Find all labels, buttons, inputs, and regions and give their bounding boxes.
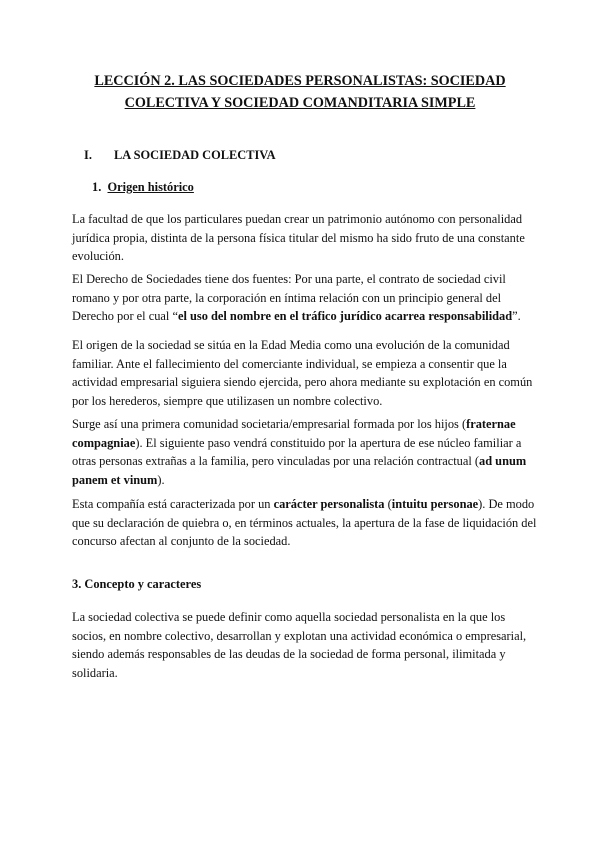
subsection-number: 1.: [92, 180, 102, 194]
paragraph-line: La facultad de que los particulares puedan crear un patrimonio autónomo con personalidad: [72, 212, 523, 226]
subsection-label: Origen histórico: [107, 180, 194, 194]
bold-term: intuitu personae: [391, 497, 479, 511]
paragraph-line: evolución.: [72, 249, 124, 264]
paragraph-line: [72, 471, 532, 490]
paragraph-line: jurídica propia, distinta de la persona física titular del mismo ha sido fruto de una constante: [72, 230, 525, 245]
paragraph-2: [72, 270, 532, 326]
title-line-1: LECCIÓN 2. LAS SOCIEDADES PERSONALISTAS: SOCIEDAD: [94, 73, 506, 89]
paragraph-line: que su declaración de quiebra o, en términos actuales, la apertura de la fase de liquidación del: [72, 515, 537, 530]
paragraph-line: familiar. Ante el fallecimiento del comerciante individual, se empieza a consentir que la: [72, 356, 507, 371]
paragraph-line: solidaria.: [72, 665, 118, 680]
paragraph-6: [72, 608, 532, 682]
paragraph-3: [72, 336, 532, 410]
subsection-heading-1: [92, 180, 194, 195]
text-run: Derecho por el cual “: [72, 309, 178, 324]
subsection-heading-3: 3. Concepto y caracteres: [72, 577, 202, 591]
paragraph-line: concurso afectan al conjunto de la sociedad.: [72, 534, 291, 549]
paragraph-line: siendo además responsables de las deudas de la sociedad de forma personal, ilimitada y: [72, 647, 506, 662]
text-run: ). De modo: [478, 497, 535, 511]
paragraph-line: romano y por otra parte, la corporación en íntima relación con un principio general del: [72, 290, 502, 305]
text-run: (: [384, 497, 392, 511]
text-run: Surge así una primera comunidad societaria/empresarial formada por los hijos (: [72, 417, 467, 431]
section-number: I.: [84, 148, 92, 162]
text-run: ).: [157, 472, 165, 487]
paragraph-line: [72, 452, 532, 471]
section-label: LA SOCIEDAD COLECTIVA: [114, 148, 276, 162]
bold-term: compagniae: [72, 435, 136, 450]
paragraph-line: [72, 434, 532, 453]
bold-term: carácter personalista: [273, 497, 385, 511]
title-line-2: COLECTIVA Y SOCIEDAD COMANDITARIA SIMPLE: [124, 95, 476, 111]
paragraph-line: por los herederos, siempre que utilizasen un nombre colectivo.: [72, 393, 383, 408]
bold-term: ad unum: [479, 454, 527, 469]
paragraph-line: La sociedad colectiva se puede definir como aquella sociedad personalista en la que los: [72, 610, 506, 624]
text-run: Esta compañía está caracterizada por un: [72, 497, 274, 511]
paragraph-4: [72, 415, 532, 489]
bold-term: fraternae: [466, 417, 516, 431]
text-run: ”.: [512, 309, 521, 324]
bold-quote: el uso del nombre en el tráfico jurídico acarrea responsabilidad: [177, 309, 513, 324]
document-title: [60, 70, 540, 114]
paragraph-line: actividad empresarial siguiera siendo ejercida, pero ahora mediante su explotación en común: [72, 375, 533, 390]
paragraph-line: [72, 415, 532, 434]
paragraph-line: socios, en nombre colectivo, desarrollan y explotan una actividad económica o empresarial,: [72, 628, 527, 643]
text-run: otras personas extrañas a la familia, pero vinculadas por una relación contractual (: [72, 454, 479, 469]
paragraph-line: El origen de la sociedad se sitúa en la Edad Media como una evolución de la comunidad: [72, 338, 510, 352]
section-heading-1: [84, 148, 276, 163]
paragraph-5: [72, 495, 537, 551]
bold-term: panem et vinum: [72, 472, 158, 487]
paragraph-line: [72, 495, 535, 514]
text-run: ). El siguiente paso vendrá constituido por la apertura de ese núcleo familiar a: [135, 435, 522, 450]
paragraph-line: [72, 307, 532, 326]
paragraph-1: [72, 210, 532, 266]
paragraph-line: El Derecho de Sociedades tiene dos fuentes: Por una parte, el contrato de sociedad civil: [72, 272, 506, 286]
